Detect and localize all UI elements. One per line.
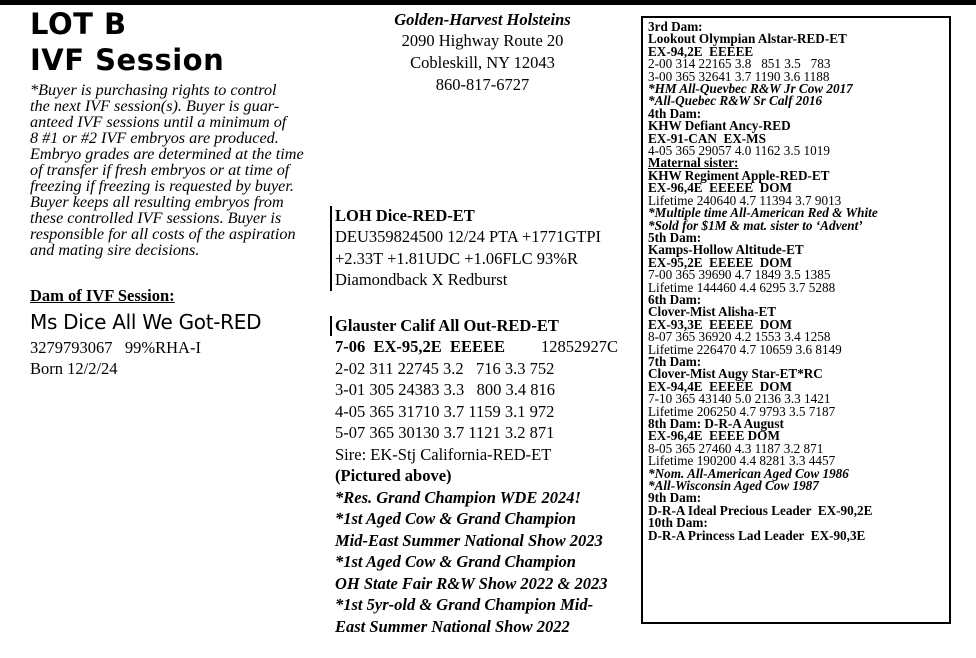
honor-line: *Res. Grand Champion WDE 2024! <box>335 487 581 507</box>
pedigree-line: 9th Dam: <box>648 490 702 506</box>
pedigree-line: EX-94,2E EEEEE <box>648 43 754 59</box>
dam-heading: Dam of IVF Session: <box>30 286 175 305</box>
pedigree-line: EX-94,4E EEEEE DOM <box>648 378 792 394</box>
pedigree-line: 4-05 365 29057 4.0 1162 3.5 1019 <box>648 143 830 159</box>
pedigree-line: Lifetime 226470 4.7 10659 3.6 8149 <box>648 341 842 357</box>
pedigree-line: D-R-A Princess Lad Leader EX-90,3E <box>648 527 866 543</box>
honor-line: East Summer National Show 2022 <box>335 616 570 636</box>
terms-line: of transfer if fresh embryos or at time of <box>30 161 290 179</box>
pedigree-line: 3-00 365 32641 3.7 1190 3.6 1188 <box>648 68 830 84</box>
terms-line: Buyer keeps all resulting embryos from <box>30 193 284 211</box>
pedigree-line: *All-Wisconsin Aged Cow 1987 <box>648 478 819 494</box>
pedigree-line: 4th Dam: <box>648 105 702 121</box>
sire-traits: +2.33T +1.81UDC +1.06FLC 93%R <box>335 248 579 268</box>
terms-line: 8 #1 or #2 IVF embryos are produced. <box>30 129 279 147</box>
pedigree-line: EX-95,2E EEEEE DOM <box>648 254 792 270</box>
pedigree-line: 7-00 365 39690 4.7 1849 3.5 1385 <box>648 267 831 283</box>
pedigree-line: 8-05 365 27460 4.3 1187 3.2 871 <box>648 440 824 456</box>
terms-line: and mating sire decisions. <box>30 241 200 259</box>
dam-birth-date: Born 12/2/24 <box>30 359 118 378</box>
granddam-record: 3-01 305 24383 3.3 800 3.4 816 <box>335 380 555 399</box>
sire-name: LOH Dice-RED-ET <box>335 206 475 225</box>
farm-name: Golden-Harvest Holsteins <box>394 10 571 29</box>
granddam-sire: Sire: EK-Stj California-RED-ET <box>335 444 552 464</box>
sire-pedigree: Diamondback X Redburst <box>335 270 508 289</box>
pedigree-line: Kamps-Hollow Altitude-ET <box>648 242 804 258</box>
honor-line: *1st Aged Cow & Grand Champion <box>335 552 576 571</box>
pedigree-line: Lifetime 206250 4.7 9793 3.5 7187 <box>648 403 836 419</box>
pedigree-line: 10th Dam: <box>648 515 708 531</box>
honor-line: OH State Fair R&W Show 2022 & 2023 <box>335 573 608 593</box>
pedigree-line: Maternal sister: <box>648 155 739 171</box>
session-label: IVF Session <box>30 43 225 77</box>
pedigree-line: 8th Dam: D-R-A August <box>648 416 784 431</box>
pedigree-line: Lifetime 240640 4.7 11394 3.7 9013 <box>648 192 842 208</box>
pedigree-line: 7-10 365 43140 5.0 2136 3.3 1421 <box>648 391 831 407</box>
honor-line: *1st Aged Cow & Grand Champion <box>335 509 576 528</box>
terms-line: *Buyer is purchasing rights to control <box>30 81 277 99</box>
lot-title <box>30 6 224 78</box>
terms-line: these controlled IVF sessions. Buyer is <box>30 209 282 227</box>
pedigree-line: Clover-Mist Augy Star-ET*RC <box>648 366 823 382</box>
pedigree-line: KHW Regiment Apple-RED-ET <box>648 167 830 183</box>
farm-address-street: 2090 Highway Route 20 <box>401 31 564 50</box>
pictured-note: (Pictured above) <box>335 466 452 485</box>
pedigree-line: Lifetime 144460 4.4 6295 3.7 5288 <box>648 279 836 295</box>
purchase-terms <box>30 82 304 258</box>
pedigree-line: 8-07 365 36920 4.2 1553 3.4 1258 <box>648 329 831 345</box>
pedigree-line: D-R-A Ideal Precious Leader EX-90,2E <box>648 502 873 518</box>
sire-block <box>330 206 601 291</box>
pedigree-line: Lifetime 190200 4.4 8281 3.3 4457 <box>648 453 836 469</box>
terms-line: responsible for all costs of the aspiration <box>30 225 296 243</box>
pedigree-line: 2-00 314 22165 3.8 851 3.5 783 <box>648 56 831 72</box>
terms-line: Embryo grades are determined at the time <box>30 145 304 163</box>
granddam-classification: 7-06 EX-95,2E EEEEE <box>335 337 506 356</box>
pedigree-line: *Nom. All-American Aged Cow 1986 <box>648 465 849 481</box>
farm-address-city: Cobleskill, NY 12043 <box>410 53 555 72</box>
honor-line: *1st 5yr-old & Grand Champion Mid- <box>335 595 594 614</box>
pedigree-line: 6th Dam: <box>648 291 702 307</box>
pedigree-box <box>641 16 951 624</box>
dam-registration: 3279793067 99%RHA-I <box>30 338 201 357</box>
farm-info <box>340 10 625 96</box>
lot-label: LOT B <box>30 7 127 41</box>
granddam-name: Glauster Calif All Out-RED-ET <box>335 316 559 335</box>
honor-line: Mid-East Summer National Show 2023 <box>335 530 603 550</box>
terms-line: freezing if freezing is requested by buyer. <box>30 177 294 195</box>
granddam-registration: 12852927C <box>541 337 619 356</box>
dam-name: Ms Dice All We Got-RED <box>30 310 262 334</box>
granddam-record: 4-05 365 31710 3.7 1159 3.1 972 <box>335 401 555 421</box>
granddam-record: 2-02 311 22745 3.2 716 3.3 752 <box>335 358 555 378</box>
pedigree-line: EX-96,4E EEEE DOM <box>648 428 780 444</box>
pedigree-line: KHW Defiant Ancy-RED <box>648 118 791 134</box>
pedigree-line: EX-93,3E EEEEE DOM <box>648 316 792 332</box>
pedigree-line: Clover-Mist Alisha-ET <box>648 304 777 320</box>
pedigree-line: 5th Dam: <box>648 229 702 245</box>
farm-phone: 860-817-6727 <box>435 75 530 94</box>
pedigree-line: *All-Quebec R&W Sr Calf 2016 <box>648 93 823 109</box>
sire-proof: DEU359824500 12/24 PTA +1771GTPI <box>335 227 602 246</box>
granddam-record: 5-07 365 30130 3.7 1121 3.2 871 <box>335 423 555 442</box>
pedigree-line: 3rd Dam: <box>648 19 703 34</box>
top-rule <box>0 0 976 5</box>
granddam-block <box>335 316 635 637</box>
pedigree-line: *Sold for $1M & mat. sister to ‘Advent’ <box>648 217 863 233</box>
terms-line: anteed IVF sessions until a minimum of <box>30 113 287 131</box>
pedigree-line: 7th Dam: <box>648 353 702 369</box>
granddam-classification-row <box>335 336 635 358</box>
pedigree-line: EX-91-CAN EX-MS <box>648 130 766 146</box>
pedigree-line: EX-96,4E EEEEE DOM <box>648 180 792 196</box>
terms-line: the next IVF session(s). Buyer is guar- <box>30 97 280 115</box>
pedigree-line: *Multiple time All-American Red & White <box>648 205 878 221</box>
pedigree-line: Lookout Olympian Alstar-RED-ET <box>648 31 847 47</box>
pedigree-line: *HM All-Quevbec R&W Jr Cow 2017 <box>648 81 853 97</box>
